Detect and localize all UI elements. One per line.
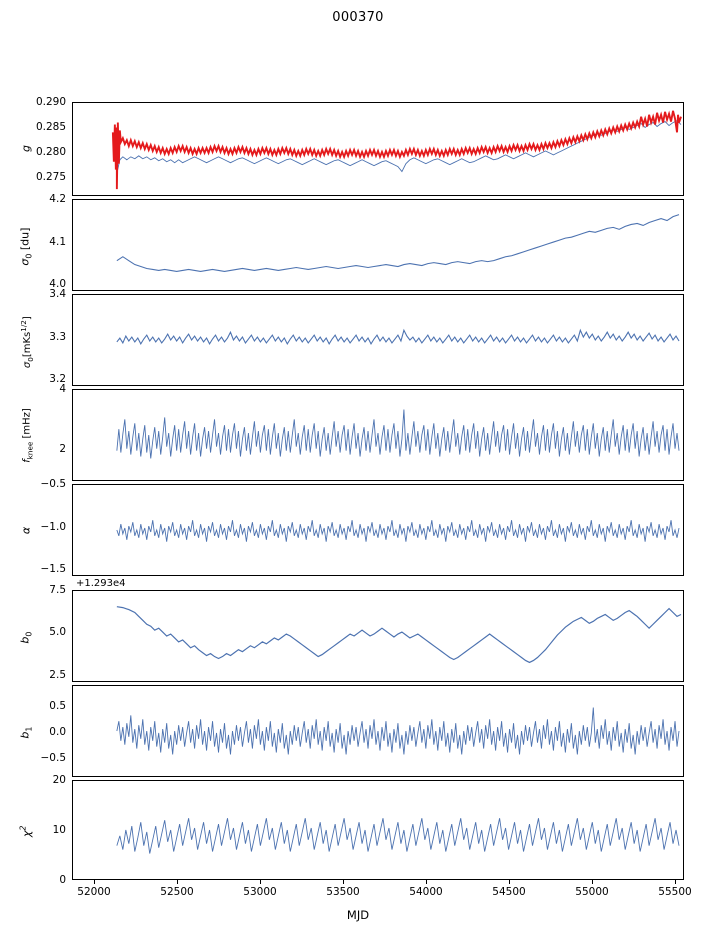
- ytick-c2-0: 20: [52, 774, 66, 786]
- ytick-s0-2: 4.0: [49, 278, 66, 290]
- ytick-s0-1: 4.1: [49, 236, 66, 248]
- ytick-fk-0: 4: [59, 383, 66, 395]
- series-g-data: [113, 111, 681, 189]
- panel-chi2-plot: [73, 781, 683, 879]
- ytick-c2-2: 0: [59, 874, 66, 886]
- panel-b1-plot: [73, 686, 683, 776]
- xtick-label-5: 54500: [492, 886, 526, 898]
- panel-sigma0-du-plot: [73, 200, 683, 290]
- ylabel-alpha: α: [19, 526, 33, 535]
- panel-fknee-plot: [73, 390, 683, 480]
- b0-offset-text: +1.293e4: [76, 578, 126, 589]
- panel-sigma0-mks-plot: [73, 295, 683, 385]
- xtick-label-0: 52000: [77, 886, 111, 898]
- series-g-model: [117, 121, 681, 174]
- panel-sigma0-mks: [72, 294, 684, 386]
- figure-title: 000370: [332, 10, 384, 25]
- panel-sigma0-du: [72, 199, 684, 291]
- xtick-label-3: 53500: [326, 886, 360, 898]
- series-sigma0-mks: [117, 330, 679, 344]
- series-b0: [117, 607, 681, 663]
- ytick-b1-0: 0.5: [49, 700, 66, 712]
- xtick-label-4: 54000: [409, 886, 443, 898]
- ylabel-b0: $b_0$: [18, 631, 34, 644]
- series-chi2: [117, 818, 679, 853]
- ytick-c2-1: 10: [52, 824, 66, 836]
- ytick-al-2: −1.5: [40, 563, 66, 575]
- ytick-b0-2: 2.5: [49, 669, 66, 681]
- xtick-mark-7: [675, 880, 676, 884]
- panel-g-plot: [73, 103, 683, 195]
- xtick-mark-1: [177, 880, 178, 884]
- xtick-mark-2: [260, 880, 261, 884]
- ytick-s0m-0: 3.4: [49, 288, 66, 300]
- ylabel-b1: $b_1$: [18, 726, 34, 739]
- xtick-mark-6: [592, 880, 593, 884]
- panel-alpha: [72, 484, 684, 576]
- ylabel-sigma0-mks: $\sigma_0[mKs^{1/2}]$: [18, 316, 36, 369]
- series-alpha: [117, 520, 679, 542]
- panel-fknee: [72, 389, 684, 481]
- ytick-b1-1: 0.0: [49, 726, 66, 738]
- series-b1: [117, 708, 679, 755]
- ylabel-chi2: $\chi^2$: [18, 825, 34, 838]
- xtick-mark-3: [343, 880, 344, 884]
- panel-b0: [72, 590, 684, 682]
- ylabel-g: g: [19, 145, 33, 152]
- ytick-b0-1: 5.0: [49, 626, 66, 638]
- ylabel-sigma0-du: $\sigma_0$ [du]: [18, 227, 34, 266]
- xtick-label-7: 55500: [658, 886, 692, 898]
- series-sigma0-du: [117, 215, 679, 272]
- panel-b1: [72, 685, 684, 777]
- xtick-mark-4: [426, 880, 427, 884]
- ylabel-fknee: $f_{knee}$ [mHz]: [21, 408, 35, 463]
- ytick-s0m-1: 3.3: [49, 331, 66, 343]
- series-fknee: [117, 410, 679, 459]
- xtick-label-2: 53000: [243, 886, 277, 898]
- xtick-label-1: 52500: [160, 886, 194, 898]
- panel-b0-plot: [73, 591, 683, 681]
- xtick-label-6: 55000: [575, 886, 609, 898]
- ytick-s0m-2: 3.2: [49, 373, 66, 385]
- ytick-al-1: −1.0: [40, 521, 66, 533]
- xtick-mark-0: [94, 880, 95, 884]
- panel-g: [72, 102, 684, 196]
- ytick-g-3: 0.275: [35, 171, 66, 183]
- ytick-g-0: 0.290: [35, 96, 66, 108]
- panel-alpha-plot: [73, 485, 683, 575]
- ytick-g-1: 0.285: [35, 121, 66, 133]
- panel-chi2: [72, 780, 684, 880]
- ytick-fk-1: 2: [59, 443, 66, 455]
- ytick-s0-0: 4.2: [49, 193, 66, 205]
- xaxis-label: MJD: [346, 908, 370, 922]
- xtick-mark-5: [509, 880, 510, 884]
- ytick-b1-2: −0.5: [40, 752, 66, 764]
- ytick-g-2: 0.280: [35, 146, 66, 158]
- ytick-al-0: −0.5: [40, 478, 66, 490]
- ytick-b0-0: 7.5: [49, 584, 66, 596]
